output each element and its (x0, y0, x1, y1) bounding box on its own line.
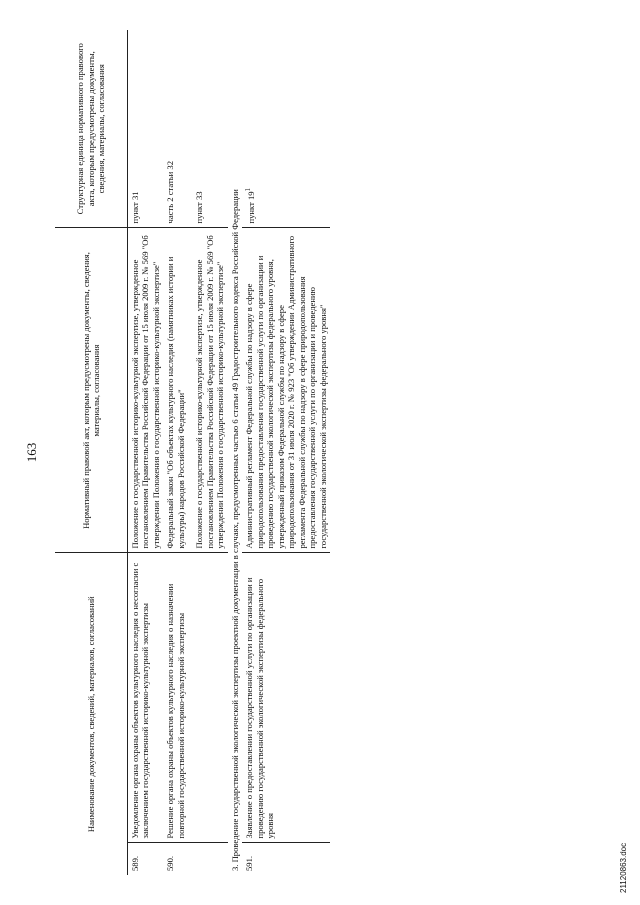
structural-unit: пункт 33 (194, 191, 205, 224)
document-name: Заявление о предоставлении государственной услуги по организации и проведению государственной экологической экспертизы федерального уровня (242, 553, 330, 843)
row-number: 590. (163, 843, 227, 875)
document-name: Уведомление органа охраны объектов культурного наследия о несогласии с заключением государственной историко-культурной экспертизы (128, 553, 164, 843)
header-unit: Структурная единица нормативного правового акта, которым предусмотрены документы, сведения, материалы, согласования (55, 30, 128, 228)
structural-unit: пункт 31 (130, 191, 140, 224)
structural-unit (242, 30, 330, 228)
row-number: 589. (128, 843, 164, 875)
legal-act: Административный регламент Федеральной службы по надзору в сфере природопользования предоставления государственной услуги по организации и проведению государственной экологической экспертизы федерального уровня, утвержденный приказом Федеральной службы по надзору в сфере природопользования от 31 июля 2020 г. № 923 "Об утверждении Административного регламента Федеральной службы по надзору в сфере природопользования предоставления государственной услуги по организации и проведению государственной экологической экспертизы федерального уровня" (242, 228, 330, 553)
requirements-table (55, 30, 330, 875)
structural-unit: часть 2 статьи 32 (165, 160, 176, 224)
document-code: 21120863.doc (619, 842, 628, 893)
section-heading-row (228, 30, 242, 875)
page-number: 163 (24, 442, 39, 463)
header-act: Нормативный правовой акт, которым предусмотрены документы, сведения, материалы, согласования (55, 228, 128, 553)
table-row (163, 30, 188, 875)
row-number: 591. (242, 843, 330, 875)
footnote-marker: 1 (244, 187, 253, 192)
table-header-row (55, 30, 128, 875)
structural-unit-text: пункт 19 (246, 191, 257, 224)
document-name: Решение органа охраны объектов культурного наследия о назначении повторной государственной историко-культурной экспертизы (163, 553, 227, 843)
legal-act: Положение о государственной историко-культурной экспертизе, утвержденное постановлением Правительства Российской Федерации от 15 июля 2009 г. № 569 "Об утверждении Положения о государственной историко-культурной экспертизе" (188, 228, 227, 553)
header-name: Наименование документов, сведений, материалов, согласований (55, 553, 128, 875)
table-row (242, 30, 330, 875)
section-heading: 3. Проведение государственной экологической экспертизы проектной документации в случаях, предусмотренных частью 6 статьи 49 Градостроительного кодекса Российской Федерации (229, 189, 240, 871)
table-row (128, 30, 164, 875)
legal-act: Положение о государственной историко-культурной экспертизе, утвержденное постановлением Правительства Российской Федерации от 15 июля 2009 г. № 569 "Об утверждении Положения о государственной историко-культурной экспертизе" (128, 228, 164, 553)
legal-act: Федеральный закон "Об объектах культурного наследия (памятниках истории и культуры) народов Российской Федерации" (163, 228, 188, 553)
